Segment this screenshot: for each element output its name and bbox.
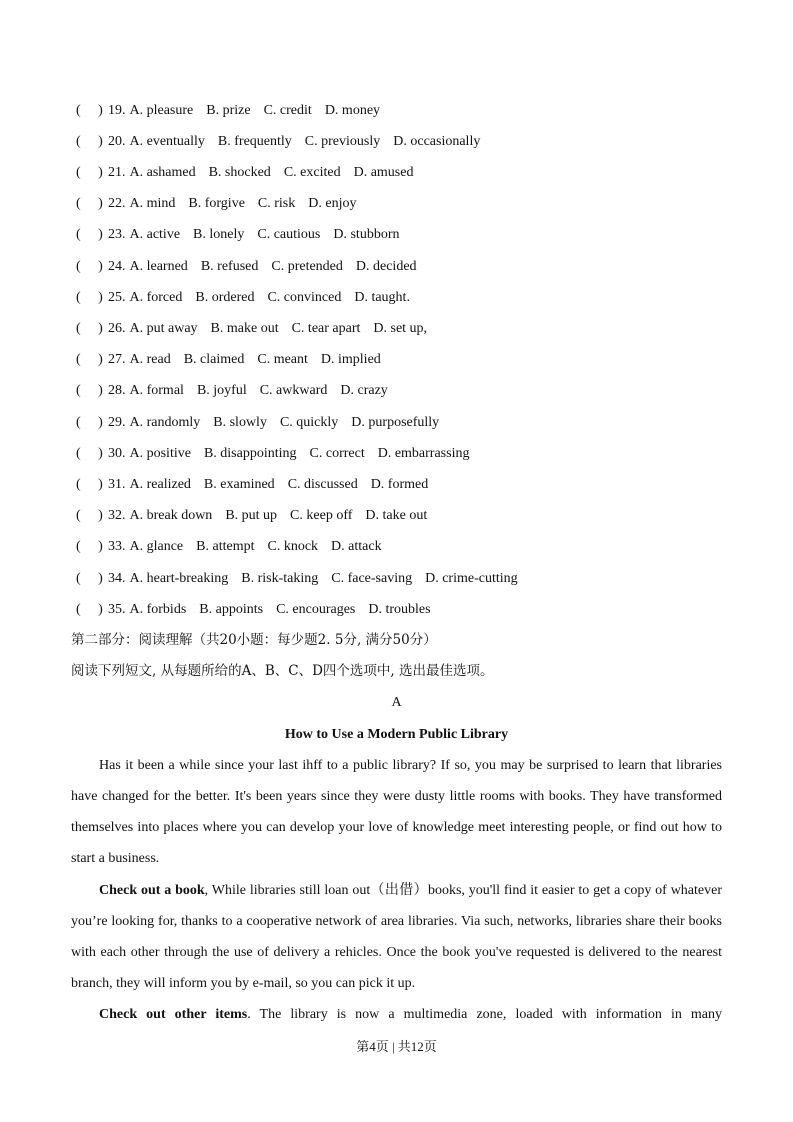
answer-blank[interactable] (71, 500, 108, 531)
option: D. set up, (373, 320, 428, 336)
option: B. ordered (195, 289, 255, 305)
option: A. ashamed (129, 164, 196, 180)
answer-blank[interactable] (71, 438, 108, 469)
option: D. crazy (340, 383, 388, 399)
passage-body (71, 750, 722, 1031)
option: B. disappointing (203, 445, 297, 461)
paragraph-text: , While libraries still loan out（出借）books, you'll find it easier to get a copy of whatever you’re looking for, thanks to a cooperative network of area libraries. Via such, networks, libraries share their books with each other through the use of delivery a rehicles. Once the book you've requested is delivered to the nearest branch, they will inform you by e-mail, so you can pick it up. (71, 882, 722, 992)
question-row (71, 251, 722, 282)
question-row (71, 313, 722, 344)
option: D. attack (331, 539, 382, 555)
paren-left: ( (76, 508, 81, 524)
option: B. refused (200, 258, 259, 274)
option: C. convinced (267, 289, 342, 305)
option: B. forgive (188, 196, 245, 212)
option: C. quickly (279, 414, 339, 430)
paren-left: ( (76, 539, 81, 555)
option: B. put up (225, 508, 278, 524)
option: C. previously (304, 133, 381, 149)
answer-blank[interactable] (71, 594, 108, 625)
option: A. break down (129, 508, 213, 524)
paren-right: ) (98, 320, 103, 336)
question-number: 20. (108, 133, 126, 149)
option: B. joyful (196, 383, 247, 399)
option: A. pleasure (129, 102, 194, 118)
option: C. awkward (259, 383, 328, 399)
paren-right: ) (98, 289, 103, 305)
paren-left: ( (76, 102, 81, 118)
paren-right: ) (98, 133, 103, 149)
question-number: 33. (108, 539, 126, 555)
paren-right: ) (98, 352, 103, 368)
option: B. frequently (217, 133, 292, 149)
paren-left: ( (76, 414, 81, 430)
paren-right: ) (98, 164, 103, 180)
question-row (71, 282, 722, 313)
option: C. tear apart (291, 320, 361, 336)
option: C. face-saving (331, 570, 413, 586)
option: D. occasionally (393, 133, 481, 149)
question-number: 35. (108, 601, 126, 617)
paren-left: ( (76, 196, 81, 212)
paren-left: ( (76, 383, 81, 399)
paren-right: ) (98, 539, 103, 555)
question-number: 30. (108, 445, 126, 461)
question-number: 29. (108, 414, 126, 430)
question-row (71, 500, 722, 531)
option: B. lonely (193, 227, 245, 243)
paren-left: ( (76, 164, 81, 180)
option: B. examined (203, 476, 275, 492)
option: A. heart-breaking (129, 570, 229, 586)
option: A. active (129, 227, 181, 243)
answer-blank[interactable] (71, 282, 108, 313)
question-number: 26. (108, 320, 126, 336)
option: D. money (324, 102, 381, 118)
option: D. purposefully (351, 414, 440, 430)
option: B. slowly (213, 414, 267, 430)
option: B. risk-taking (241, 570, 319, 586)
question-number: 22. (108, 196, 126, 212)
paren-left: ( (76, 445, 81, 461)
option: A. put away (129, 320, 198, 336)
paragraph-text: . The library is now a multimedia zone, loaded with information in many (247, 1007, 722, 1023)
answer-blank[interactable] (71, 563, 108, 594)
paragraph (71, 875, 722, 1000)
option: C. cautious (257, 227, 321, 243)
paragraph-lead: Check out a book (99, 882, 205, 898)
question-number: 27. (108, 352, 126, 368)
option: A. glance (129, 539, 184, 555)
document-body (71, 95, 722, 1031)
answer-blank[interactable] (71, 157, 108, 188)
answer-blank[interactable] (71, 469, 108, 500)
question-row (71, 188, 722, 219)
cloze-questions (71, 95, 722, 625)
option: D. stubborn (333, 227, 400, 243)
option: B. shocked (208, 164, 271, 180)
paren-right: ) (98, 383, 103, 399)
section-heading: 第二部分：阅读理解（共20小题：每少题2. 5分, 满分50分） (71, 631, 437, 648)
question-number: 28. (108, 383, 126, 399)
answer-blank[interactable] (71, 251, 108, 282)
paren-right: ) (98, 508, 103, 524)
answer-blank[interactable] (71, 219, 108, 250)
option: D. take out (365, 508, 428, 524)
option: D. taught. (354, 289, 410, 305)
question-row (71, 126, 722, 157)
option: D. formed (370, 476, 429, 492)
option: A. learned (129, 258, 188, 274)
answer-blank[interactable] (71, 188, 108, 219)
option: B. make out (210, 320, 279, 336)
answer-blank[interactable] (71, 344, 108, 375)
paren-right: ) (98, 414, 103, 430)
paragraph-lead: Check out other items (99, 1007, 248, 1023)
paragraph (71, 750, 722, 875)
paren-left: ( (76, 352, 81, 368)
paren-left: ( (76, 258, 81, 274)
option: C. credit (263, 102, 312, 118)
option: D. troubles (368, 601, 431, 617)
answer-blank[interactable] (71, 531, 108, 562)
option: C. excited (283, 164, 341, 180)
option: B. claimed (183, 352, 245, 368)
paren-left: ( (76, 601, 81, 617)
option: C. meant (257, 352, 308, 368)
option: C. risk (257, 196, 296, 212)
option: B. attempt (196, 539, 255, 555)
question-number: 31. (108, 476, 126, 492)
paren-right: ) (98, 445, 103, 461)
question-row (71, 438, 722, 469)
question-row (71, 594, 722, 625)
passage-title: How to Use a Modern Public Library (284, 726, 509, 742)
question-number: 34. (108, 570, 126, 586)
question-number: 24. (108, 258, 126, 274)
question-row (71, 344, 722, 375)
question-row (71, 219, 722, 250)
question-row (71, 563, 722, 594)
paragraph-text: Has it been a while since your last ihff to a public library? If so, you may be surprised to learn that libraries have changed for the better. It's been years since they were dusty little rooms with books. They have transformed themselves into places where you can develop your love of knowledge meet interesting people, or find out how to start a business. (71, 757, 722, 867)
question-row (71, 469, 722, 500)
paren-left: ( (76, 320, 81, 336)
option: A. forced (129, 289, 183, 305)
paren-right: ) (98, 196, 103, 212)
question-number: 21. (108, 164, 126, 180)
passage-label: A (391, 695, 402, 711)
option: D. implied (320, 352, 381, 368)
page-footer: 第4页 | 共12页 (356, 1039, 437, 1054)
question-number: 23. (108, 227, 126, 243)
paren-left: ( (76, 289, 81, 305)
option: A. eventually (129, 133, 205, 149)
option: A. mind (129, 196, 176, 212)
option: C. discussed (287, 476, 358, 492)
paren-right: ) (98, 258, 103, 274)
option: A. read (129, 352, 171, 368)
option: B. appoints (199, 601, 264, 617)
question-row (71, 157, 722, 188)
option: C. knock (267, 539, 319, 555)
answer-blank[interactable] (71, 126, 108, 157)
paren-left: ( (76, 570, 81, 586)
option: D. embarrassing (377, 445, 470, 461)
option: A. realized (129, 476, 191, 492)
answer-blank[interactable] (71, 407, 108, 438)
paren-right: ) (98, 570, 103, 586)
answer-blank[interactable] (71, 95, 108, 126)
option: C. encourages (276, 601, 356, 617)
option: A. randomly (129, 414, 201, 430)
paren-left: ( (76, 227, 81, 243)
answer-blank[interactable] (71, 375, 108, 406)
option: D. amused (353, 164, 414, 180)
option: D. enjoy (308, 196, 357, 212)
question-row (71, 407, 722, 438)
instructions: 阅读下列短文, 从每题所给的A、B、C、D四个选项中, 选出最佳选项。 (71, 663, 494, 680)
question-row (71, 531, 722, 562)
paren-right: ) (98, 601, 103, 617)
paren-left: ( (76, 133, 81, 149)
paren-right: ) (98, 227, 103, 243)
option: A. positive (129, 445, 191, 461)
option: B. prize (206, 102, 251, 118)
paren-right: ) (98, 476, 103, 492)
answer-blank[interactable] (71, 313, 108, 344)
question-row (71, 375, 722, 406)
option: D. crime-cutting (425, 570, 518, 586)
question-number: 19. (108, 102, 126, 118)
option: C. correct (309, 445, 365, 461)
option: A. formal (129, 383, 184, 399)
option: C. pretended (271, 258, 343, 274)
paren-left: ( (76, 476, 81, 492)
paragraph (71, 999, 722, 1030)
question-row (71, 95, 722, 126)
question-number: 32. (108, 508, 126, 524)
paren-right: ) (98, 102, 103, 118)
option: A. forbids (129, 601, 187, 617)
option: C. keep off (290, 508, 353, 524)
option: D. decided (355, 258, 417, 274)
question-number: 25. (108, 289, 126, 305)
